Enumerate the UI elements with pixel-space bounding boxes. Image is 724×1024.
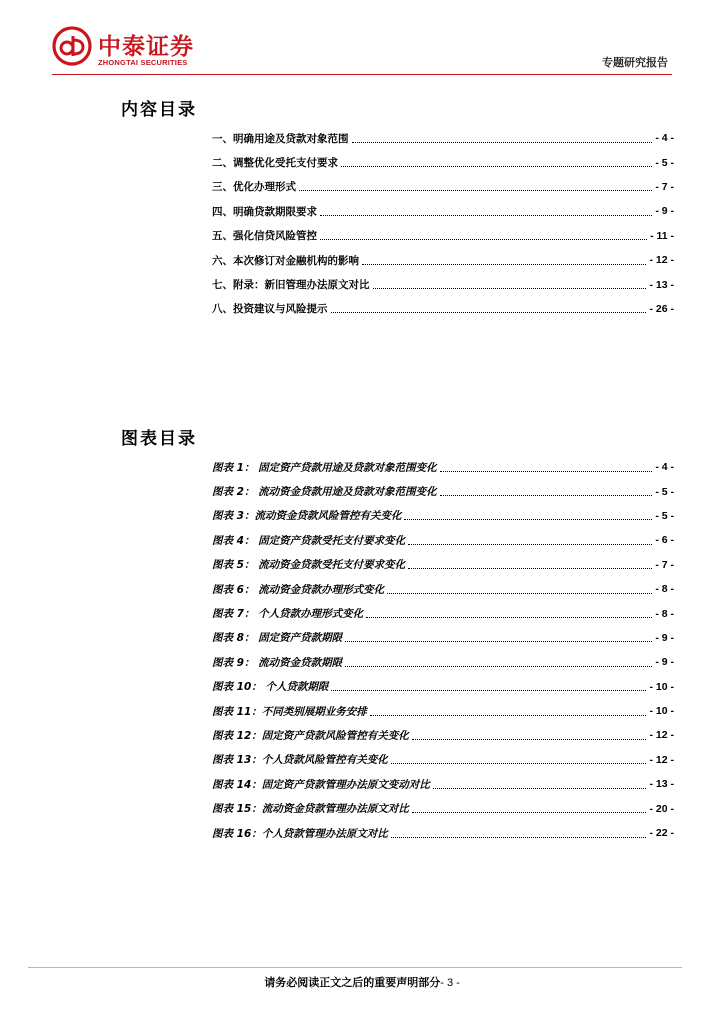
leader-dots [341,166,652,167]
report-type-label: 专题研究报告 [602,56,668,69]
figure-entry-page: - 8 - [655,607,674,620]
toc-entry-label: 八、投资建议与风险提示 [212,303,328,316]
company-logo [52,26,232,74]
leader-dots [412,739,647,740]
figure-entry-label: 图表 14：固定资产贷款管理办法原文变动对比 [212,778,430,791]
page-header [0,0,724,80]
toc-entry[interactable] [212,199,674,223]
figure-entry[interactable] [212,796,674,820]
toc-entry[interactable] [212,248,674,272]
figure-entry-page: - 20 - [649,802,674,815]
figure-entry[interactable] [212,675,674,699]
figure-entry[interactable] [212,650,674,674]
logo-english-name: ZHONGTAI SECURITIES [98,58,188,67]
figure-entry[interactable] [212,626,674,650]
leader-dots [320,215,652,216]
toc-entry[interactable] [212,272,674,296]
leader-dots [370,715,647,716]
figure-entry-label: 图表 5： 流动资金贷款受托支付要求变化 [212,559,406,572]
leader-dots [404,519,652,520]
figure-entry[interactable] [212,821,674,845]
figures-title: 图表目录 [121,429,197,449]
figure-entry-label: 图表 6： 流动资金贷款办理形式变化 [212,583,385,596]
figure-entry-page: - 12 - [649,753,674,766]
toc-entry[interactable] [212,175,674,199]
figure-entry[interactable] [212,723,674,747]
figure-entry-page: - 9 - [655,656,674,669]
leader-dots [440,471,653,472]
leader-dots [320,239,647,240]
figure-entry-label: 图表 15：流动资金贷款管理办法原文对比 [212,803,409,816]
disclaimer-notice: 请务必阅读正文之后的重要声明部分 [264,976,441,989]
leader-dots [412,812,647,813]
leader-dots [352,142,653,143]
zhongtai-logo-icon [52,26,92,66]
contents-title: 内容目录 [121,100,197,120]
figure-entry-page: - 5 - [655,485,674,498]
figure-entry[interactable] [212,699,674,723]
figure-entry-page: - 6 - [655,534,674,547]
toc-entry-label: 六、本次修订对金融机构的影响 [212,254,359,267]
figure-entry[interactable] [212,455,674,479]
figure-entry-label: 图表 7： 个人贷款办理形式变化 [212,608,364,621]
figure-entry-label: 图表 13：个人贷款风险管控有关变化 [212,754,388,767]
toc-entry-page: - 13 - [649,278,674,291]
toc-entry-label: 一、明确用途及贷款对象范围 [212,132,349,145]
figures-list [212,455,674,845]
toc-entry[interactable] [212,126,674,150]
figure-entry[interactable] [212,748,674,772]
toc-entry-label: 二、调整优化受托支付要求 [212,157,338,170]
toc-entry[interactable] [212,224,674,248]
figure-entry-page: - 12 - [649,729,674,742]
figure-entry-label: 图表 4： 固定资产贷款受托支付要求变化 [212,534,406,547]
page-number: - 3 - [440,977,460,989]
footer-divider [28,967,682,968]
figure-entry-label: 图表 3：流动资金贷款风险管控有关变化 [212,510,402,523]
figure-entry-page: - 13 - [649,778,674,791]
figure-entry-label: 图表 11：不同类别展期业务安排 [212,705,367,718]
figure-entry[interactable] [212,601,674,625]
logo-chinese-name: 中泰证券 [98,34,194,60]
contents-list [212,126,674,321]
figure-entry-label: 图表 9： 流动资金贷款期限 [212,656,343,669]
leader-dots [391,763,647,764]
leader-dots [373,288,647,289]
leader-dots [366,617,652,618]
figure-entry[interactable] [212,504,674,528]
leader-dots [440,495,653,496]
leader-dots [331,312,647,313]
figure-entry[interactable] [212,479,674,503]
figure-entry-page: - 22 - [649,827,674,840]
leader-dots [391,837,647,838]
toc-entry-page: - 5 - [655,156,674,169]
figure-entry[interactable] [212,553,674,577]
figure-entry[interactable] [212,772,674,796]
figure-entry-page: - 10 - [649,680,674,693]
leader-dots [408,568,652,569]
figure-entry-label: 图表 16：个人贷款管理办法原文对比 [212,827,388,840]
toc-entry-label: 四、明确贷款期限要求 [212,205,317,218]
toc-entry-page: - 7 - [655,180,674,193]
leader-dots [299,190,652,191]
page-footer [0,974,724,990]
leader-dots [345,641,652,642]
figure-entry[interactable] [212,577,674,601]
toc-entry-page: - 11 - [650,229,674,242]
figure-entry-page: - 5 - [655,509,674,522]
figure-entry-page: - 10 - [649,705,674,718]
leader-dots [408,544,652,545]
toc-entry-page: - 12 - [649,254,674,267]
figure-entry-label: 图表 12：固定资产贷款风险管控有关变化 [212,729,409,742]
toc-entry[interactable] [212,297,674,321]
figure-entry-label: 图表 1： 固定资产贷款用途及贷款对象范围变化 [212,461,437,474]
toc-entry-page: - 26 - [649,302,674,315]
figure-entry-label: 图表 10： 个人贷款期限 [212,681,329,694]
figure-entry-page: - 7 - [655,558,674,571]
toc-entry-page: - 9 - [655,205,674,218]
toc-entry-label: 五、强化信贷风险管控 [212,230,317,243]
leader-dots [362,264,646,265]
figure-entry-label: 图表 8： 固定资产贷款期限 [212,632,343,645]
leader-dots [387,593,652,594]
toc-entry-label: 七、附录：新旧管理办法原文对比 [212,279,370,292]
figure-entry[interactable] [212,528,674,552]
figure-entry-label: 图表 2： 流动资金贷款用途及贷款对象范围变化 [212,486,437,499]
toc-entry-page: - 4 - [655,132,674,145]
toc-entry[interactable] [212,150,674,174]
figure-entry-page: - 8 - [655,583,674,596]
figure-entry-page: - 9 - [655,631,674,644]
header-divider [52,74,672,75]
leader-dots [433,788,647,789]
toc-entry-label: 三、优化办理形式 [212,181,296,194]
leader-dots [331,690,646,691]
figure-entry-page: - 4 - [655,461,674,474]
leader-dots [345,666,652,667]
